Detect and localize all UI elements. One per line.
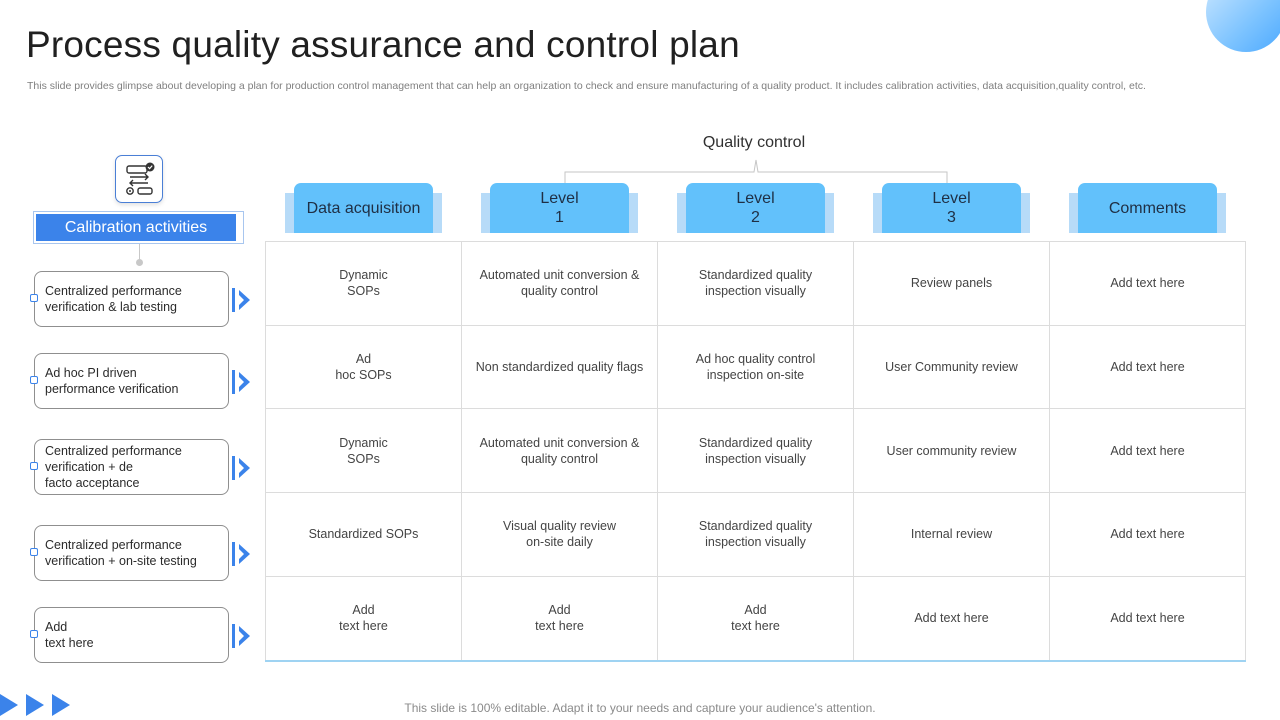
column-header-label: Level 2 (686, 183, 825, 233)
calibration-item (34, 271, 229, 327)
chevron-right-icon (232, 287, 254, 313)
calibration-item (34, 439, 229, 495)
node-marker (30, 294, 38, 302)
corner-decoration (1206, 0, 1280, 52)
column-header-label: Comments (1078, 183, 1217, 233)
table-cell: Automated unit conversion & quality control (462, 409, 658, 493)
connector-dot (136, 259, 143, 266)
table-cell: Add text here (854, 576, 1050, 661)
chevron-right-icon (232, 455, 254, 481)
table-cell: Add text here (1050, 576, 1246, 661)
column-header-level-1 (481, 183, 638, 233)
table-row (266, 242, 1246, 326)
table-cell: Dynamic SOPs (266, 409, 462, 493)
chevron-right-icon (232, 541, 254, 567)
page-subtitle: This slide provides glimpse about developing a plan for production control management that can help an organization to check and ensure manufacturing of a quality product. It includes calibration activities, data acquisition,quality control, etc. (27, 80, 1146, 92)
node-marker (30, 462, 38, 470)
table-row (266, 576, 1246, 661)
column-header-comments (1069, 183, 1226, 233)
column-header-data-acquisition (285, 183, 442, 233)
column-header-label: Level 1 (490, 183, 629, 233)
calibration-item-label: Add text here (45, 620, 94, 650)
chevron-right-icon (232, 369, 254, 395)
table-row (266, 325, 1246, 409)
column-header-label: Data acquisition (294, 183, 433, 233)
node-marker (30, 376, 38, 384)
table-cell: Standardized quality inspection visually (658, 492, 854, 576)
column-header-level-3 (873, 183, 1030, 233)
quality-control-bracket (564, 150, 948, 186)
column-header-level-2 (677, 183, 834, 233)
calibration-item (34, 525, 229, 581)
quality-plan-table (265, 241, 1246, 662)
table-cell: Add text here (1050, 325, 1246, 409)
calibration-item-label: Centralized performance verification + de facto acceptance (45, 444, 182, 490)
table-cell: Add text here (1050, 242, 1246, 326)
table-cell: User community review (854, 409, 1050, 493)
calibration-settings-icon (121, 161, 157, 197)
table-row (266, 409, 1246, 493)
table-cell: Add text here (462, 576, 658, 661)
column-header-label: Level 3 (882, 183, 1021, 233)
table-cell: Dynamic SOPs (266, 242, 462, 326)
table-cell: Automated unit conversion & quality control (462, 242, 658, 326)
table-cell: Ad hoc SOPs (266, 325, 462, 409)
calibration-item-label: Centralized performance verification & lab testing (45, 284, 182, 314)
quality-control-label: Quality control (702, 134, 806, 151)
table-cell: Review panels (854, 242, 1050, 326)
chevron-right-icon (232, 623, 254, 649)
table-cell: Add text here (266, 576, 462, 661)
node-marker (30, 630, 38, 638)
table-cell: Standardized quality inspection visually (658, 409, 854, 493)
table-cell: Add text here (1050, 409, 1246, 493)
footer-note: This slide is 100% editable. Adapt it to your needs and capture your audience's attention. (404, 701, 876, 715)
table-cell: Add text here (1050, 492, 1246, 576)
table-cell: Standardized SOPs (266, 492, 462, 576)
table-cell: Visual quality review on-site daily (462, 492, 658, 576)
calibration-item-label: Centralized performance verification + on-site testing (45, 538, 197, 568)
calibration-item-label: Ad hoc PI driven performance verification (45, 366, 179, 396)
table-row (266, 492, 1246, 576)
table-cell: Ad hoc quality control inspection on-site (658, 325, 854, 409)
page-title: Process quality assurance and control plan (26, 24, 740, 65)
table-cell: Internal review (854, 492, 1050, 576)
table-cell: Non standardized quality flags (462, 325, 658, 409)
node-marker (30, 548, 38, 556)
calibration-icon-box (115, 155, 163, 203)
table-cell: User Community review (854, 325, 1050, 409)
calibration-activities-label: Calibration activities (36, 214, 236, 241)
table-cell: Standardized quality inspection visually (658, 242, 854, 326)
calibration-item (34, 607, 229, 663)
table-cell: Add text here (658, 576, 854, 661)
calibration-item (34, 353, 229, 409)
